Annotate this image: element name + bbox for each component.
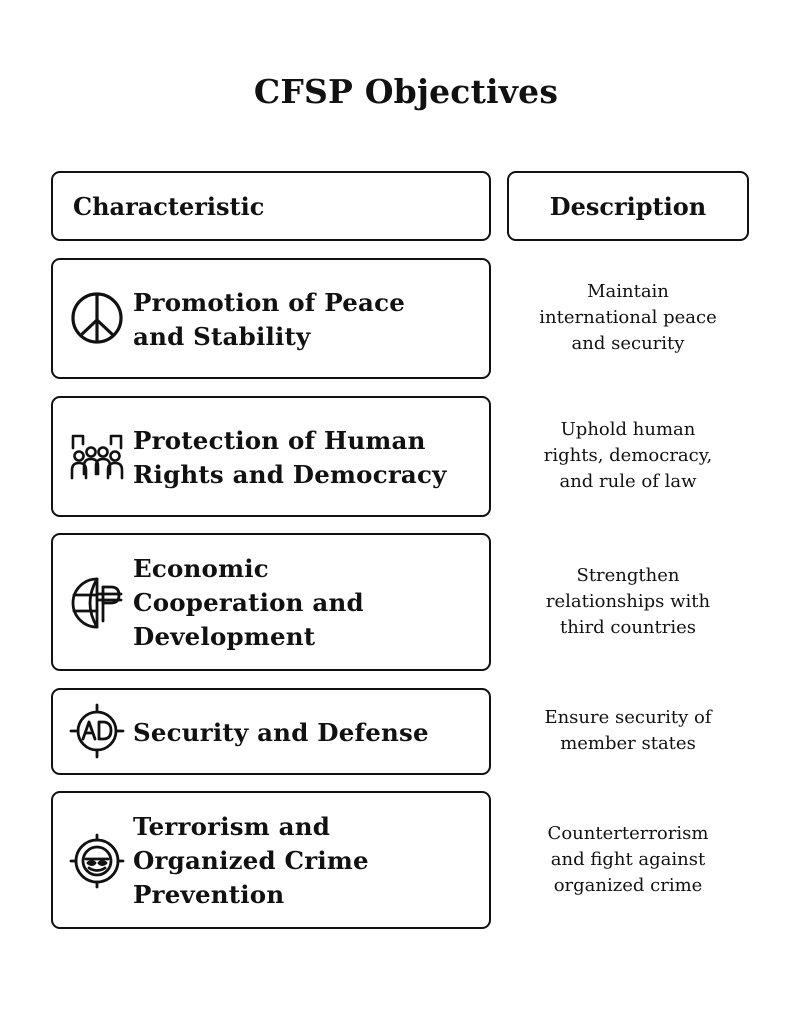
page-title: CFSP Objectives	[253, 72, 559, 111]
row-description-line: relationships with	[545, 591, 711, 612]
column-header-characteristic	[51, 171, 491, 241]
row-label-line: Security and Defense	[133, 718, 429, 747]
column-header-description	[507, 171, 749, 241]
row-label-line: Terrorism and	[133, 812, 331, 841]
row-description-line: member states	[560, 733, 696, 754]
row-label-line: Development	[133, 622, 316, 651]
people-icon	[69, 428, 125, 484]
globe-currency-icon	[69, 575, 125, 631]
row-description-line: Strengthen	[576, 565, 680, 586]
peace-icon	[69, 290, 125, 346]
row-description-line: organized crime	[553, 875, 703, 896]
row-label-line: Organized Crime	[133, 846, 369, 875]
row-description-line: and fight against	[550, 849, 706, 870]
column-header-description-label: Description	[549, 191, 707, 221]
row-label-line: Prevention	[133, 880, 285, 909]
row-terrorism-prevention	[51, 791, 491, 929]
row-description-line: and security	[571, 333, 685, 354]
row-description-line: rights, democracy,	[543, 445, 713, 466]
target-mask-icon	[69, 833, 125, 889]
row-label-line: Protection of Human	[133, 426, 426, 455]
row-description	[510, 417, 746, 495]
row-label	[133, 716, 479, 750]
row-label-line: Promotion of Peace	[133, 288, 405, 317]
row-human-rights	[51, 396, 491, 517]
row-description-line: Counterterrorism	[547, 823, 709, 844]
row-label	[133, 286, 479, 354]
row-description	[510, 279, 746, 357]
row-peace-stability	[51, 258, 491, 379]
row-label-line: Cooperation and	[133, 588, 364, 617]
column-header-characteristic-label: Characteristic	[73, 191, 265, 221]
row-label	[133, 552, 479, 654]
row-economic-cooperation	[51, 533, 491, 671]
row-label-line: Rights and Democracy	[133, 460, 447, 489]
row-description	[510, 821, 746, 899]
row-description-line: international peace	[539, 307, 717, 328]
row-security-defense	[51, 688, 491, 775]
row-label	[133, 424, 479, 492]
row-description-line: Maintain	[587, 281, 669, 302]
row-description-line: Ensure security of	[544, 707, 712, 728]
row-label-line: Economic	[133, 554, 269, 583]
row-description-line: Uphold human	[560, 419, 696, 440]
row-description	[510, 563, 746, 641]
row-description-line: and rule of law	[559, 471, 697, 492]
row-label-line: and Stability	[133, 322, 311, 351]
row-description	[510, 705, 746, 757]
row-description-line: third countries	[559, 617, 697, 638]
row-label	[133, 810, 479, 912]
target-ad-icon	[69, 703, 125, 759]
